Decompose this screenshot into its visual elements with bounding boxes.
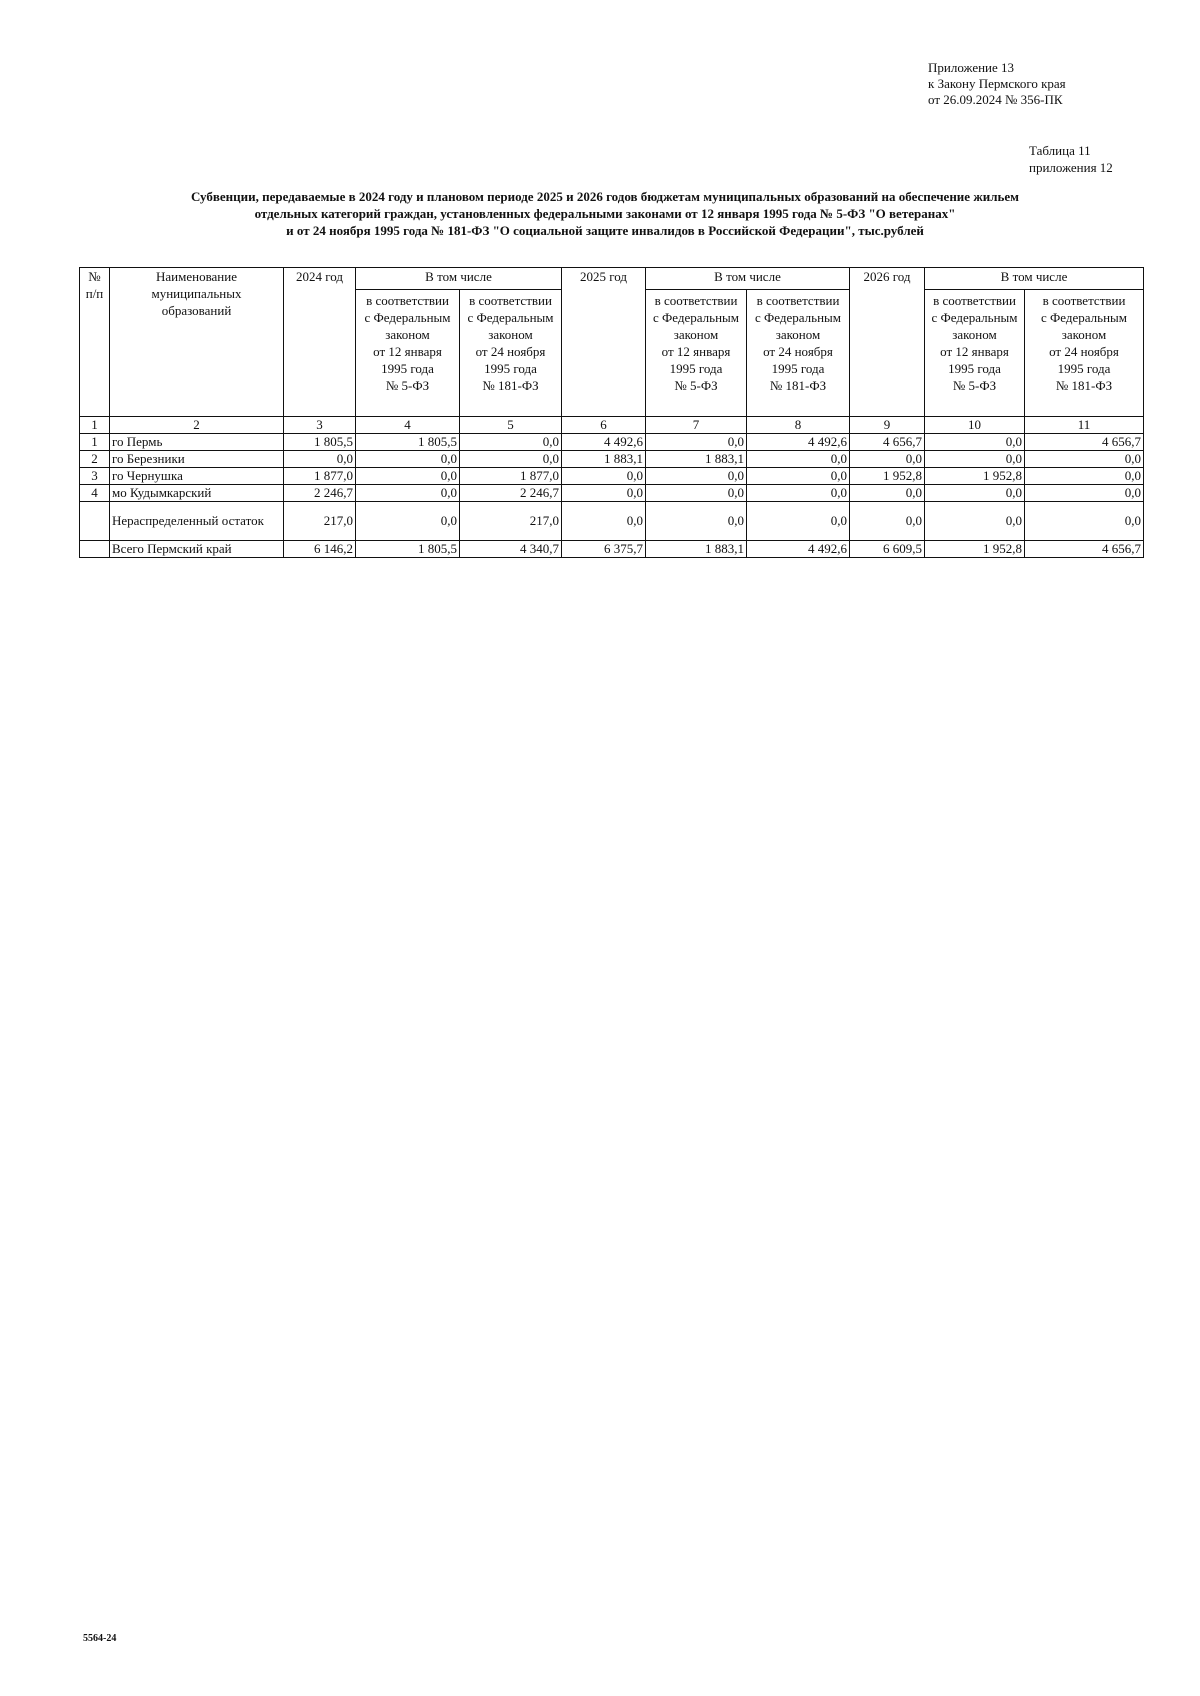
sub-header-line: 1995 года: [381, 360, 434, 376]
sub-header-line: 1995 года: [484, 360, 537, 376]
header-2025: 2025 год: [562, 268, 646, 417]
sub-header-5fz: [646, 289, 747, 416]
table-ref-line-2: приложения 12: [1029, 160, 1113, 175]
sub-header-line: в соответствии: [654, 292, 738, 308]
appendix-line-1: Приложение 13: [928, 60, 1015, 75]
value-cell: 4 340,7: [460, 541, 562, 558]
row-number: [80, 541, 110, 558]
value-cell: 0,0: [1025, 502, 1144, 541]
value-cell: 0,0: [850, 451, 925, 468]
sub-header-line: в соответствии: [933, 292, 1016, 308]
col-number: 8: [747, 417, 850, 434]
sub-header-line: № 5-ФЗ: [385, 377, 430, 393]
table-row: [80, 541, 1144, 558]
value-cell: 1 952,8: [850, 468, 925, 485]
title-line-2: отдельных категорий граждан, установленных федеральными законами от 12 января 1995 года № 5-ФЗ "О ветеранах": [254, 206, 956, 221]
header-incl-2026: В том числе: [925, 268, 1144, 290]
row-number: 3: [80, 468, 110, 485]
value-cell: 1 883,1: [562, 451, 646, 468]
table-ref-line-1: Таблица 11: [1029, 143, 1091, 158]
col-number: 1: [80, 417, 110, 434]
value-cell: 0,0: [747, 485, 850, 502]
title-line-1: Субвенции, передаваемые в 2024 году и плановом периоде 2025 и 2026 годов бюджетам муниципальных образований на обеспечение жильем: [190, 189, 1020, 204]
sub-header-line: с Федеральным: [755, 309, 841, 325]
sub-header-line: 1995 года: [948, 360, 1001, 376]
sub-header-line: 1995 года: [669, 360, 723, 376]
table-row: [80, 468, 1144, 485]
sub-header-line: № 181-ФЗ: [769, 377, 827, 393]
table-row: [80, 502, 1144, 541]
value-cell: 2 246,7: [284, 485, 356, 502]
sub-header-line: с Федеральным: [653, 309, 739, 325]
sub-header-line: от 24 ноября: [763, 343, 833, 359]
value-cell: 0,0: [747, 468, 850, 485]
value-cell: 1 952,8: [925, 541, 1025, 558]
value-cell: 4 656,7: [850, 434, 925, 451]
sub-header-line: законом: [1061, 326, 1107, 342]
value-cell: 1 805,5: [284, 434, 356, 451]
header-row-1: [80, 268, 1144, 290]
municipality-name: мо Кудымкарский: [110, 485, 284, 502]
header-2026: 2026 год: [850, 268, 925, 417]
row-number: 1: [80, 434, 110, 451]
value-cell: 1 877,0: [460, 468, 562, 485]
sub-header-line: с Федеральным: [364, 309, 451, 325]
sub-header-line: № 181-ФЗ: [1055, 377, 1113, 393]
col-number: 5: [460, 417, 562, 434]
value-cell: 2 246,7: [460, 485, 562, 502]
municipality-name: Всего Пермский край: [110, 541, 284, 558]
row-number: 2: [80, 451, 110, 468]
header-num: № п/п: [80, 268, 110, 417]
municipality-name: го Березники: [110, 451, 284, 468]
value-cell: 0,0: [850, 485, 925, 502]
document-code: 5564-24: [83, 1633, 117, 1644]
sub-header-line: в соответствии: [366, 292, 449, 308]
table-body: [80, 434, 1144, 558]
value-cell: 1 805,5: [356, 434, 460, 451]
value-cell: 1 877,0: [284, 468, 356, 485]
sub-header-181fz: [460, 289, 562, 416]
value-cell: 4 492,6: [747, 541, 850, 558]
sub-header-line: в соответствии: [1042, 292, 1126, 308]
value-cell: 1 952,8: [925, 468, 1025, 485]
value-cell: 6 375,7: [562, 541, 646, 558]
value-cell: 0,0: [925, 434, 1025, 451]
value-cell: 0,0: [562, 502, 646, 541]
sub-header-line: с Федеральным: [1041, 309, 1127, 325]
value-cell: 1 805,5: [356, 541, 460, 558]
value-cell: 0,0: [646, 468, 747, 485]
sub-header-line: с Федеральным: [931, 309, 1018, 325]
value-cell: 0,0: [925, 451, 1025, 468]
column-numbers-row: [80, 417, 1144, 434]
value-cell: 0,0: [356, 451, 460, 468]
sub-header-line: законом: [385, 326, 430, 342]
sub-header-line: № 5-ФЗ: [952, 377, 997, 393]
value-cell: 0,0: [747, 451, 850, 468]
col-number: 4: [356, 417, 460, 434]
sub-header-5fz: [925, 289, 1025, 416]
value-cell: 0,0: [356, 485, 460, 502]
value-cell: 0,0: [562, 468, 646, 485]
sub-header-line: законом: [952, 326, 997, 342]
value-cell: 4 656,7: [1025, 434, 1144, 451]
value-cell: 0,0: [850, 502, 925, 541]
sub-header-181fz: [1025, 289, 1144, 416]
appendix-line-2: к Закону Пермского края: [928, 76, 1066, 91]
table-row: [80, 434, 1144, 451]
appendix-header: [928, 60, 1066, 108]
sub-header-line: с Федеральным: [467, 309, 554, 325]
value-cell: 0,0: [460, 434, 562, 451]
value-cell: 0,0: [925, 485, 1025, 502]
col-number: 6: [562, 417, 646, 434]
sub-header-line: № 181-ФЗ: [482, 377, 539, 393]
value-cell: 4 656,7: [1025, 541, 1144, 558]
value-cell: 0,0: [646, 485, 747, 502]
sub-header-181fz: [747, 289, 850, 416]
value-cell: 0,0: [562, 485, 646, 502]
municipality-name: го Чернушка: [110, 468, 284, 485]
value-cell: 1 883,1: [646, 451, 747, 468]
col-number: 10: [925, 417, 1025, 434]
sub-header-line: в соответствии: [756, 292, 840, 308]
value-cell: 0,0: [356, 468, 460, 485]
value-cell: 1 883,1: [646, 541, 747, 558]
col-number: 3: [284, 417, 356, 434]
header-2024: 2024 год: [284, 268, 356, 417]
sub-header-line: от 12 января: [940, 343, 1009, 359]
header-incl-2024: В том числе: [356, 268, 562, 290]
municipality-name: го Пермь: [110, 434, 284, 451]
col-number: 7: [646, 417, 747, 434]
value-cell: 0,0: [1025, 451, 1144, 468]
sub-header-5fz: [356, 289, 460, 416]
sub-header-line: № 5-ФЗ: [674, 377, 718, 393]
title-line-3: и от 24 ноября 1995 года № 181-ФЗ "О социальной защите инвалидов в Российской Федерации", тыс.рублей: [286, 223, 924, 238]
header-incl-2025: В том числе: [646, 268, 850, 290]
sub-header-line: 1995 года: [771, 360, 825, 376]
sub-header-line: от 12 января: [373, 343, 442, 359]
table-reference: [1029, 142, 1113, 176]
row-number: 4: [80, 485, 110, 502]
value-cell: 0,0: [460, 451, 562, 468]
col-number: 11: [1025, 417, 1144, 434]
table-row: [80, 485, 1144, 502]
value-cell: 217,0: [284, 502, 356, 541]
sub-header-line: в соответствии: [469, 292, 552, 308]
value-cell: 6 609,5: [850, 541, 925, 558]
sub-header-line: от 12 января: [661, 343, 731, 359]
table-row: [80, 451, 1144, 468]
municipality-name: Нераспределенный остаток: [110, 502, 284, 541]
sub-header-line: законом: [673, 326, 719, 342]
value-cell: 0,0: [356, 502, 460, 541]
document-title: [130, 188, 1080, 239]
sub-header-line: от 24 ноября: [475, 343, 546, 359]
sub-header-line: законом: [775, 326, 821, 342]
col-number: 2: [110, 417, 284, 434]
sub-header-line: от 24 ноября: [1049, 343, 1119, 359]
sub-header-line: законом: [488, 326, 533, 342]
value-cell: 0,0: [925, 502, 1025, 541]
value-cell: 217,0: [460, 502, 562, 541]
row-number: [80, 502, 110, 541]
value-cell: 6 146,2: [284, 541, 356, 558]
value-cell: 0,0: [1025, 468, 1144, 485]
header-name: Наименование муниципальных образований: [110, 268, 284, 417]
sub-header-line: 1995 года: [1057, 360, 1111, 376]
value-cell: 4 492,6: [562, 434, 646, 451]
subsidies-table: [79, 267, 1144, 558]
value-cell: 0,0: [747, 502, 850, 541]
value-cell: 4 492,6: [747, 434, 850, 451]
value-cell: 0,0: [284, 451, 356, 468]
value-cell: 0,0: [1025, 485, 1144, 502]
value-cell: 0,0: [646, 502, 747, 541]
appendix-line-3: от 26.09.2024 № 356-ПК: [928, 92, 1063, 107]
col-number: 9: [850, 417, 925, 434]
value-cell: 0,0: [646, 434, 747, 451]
